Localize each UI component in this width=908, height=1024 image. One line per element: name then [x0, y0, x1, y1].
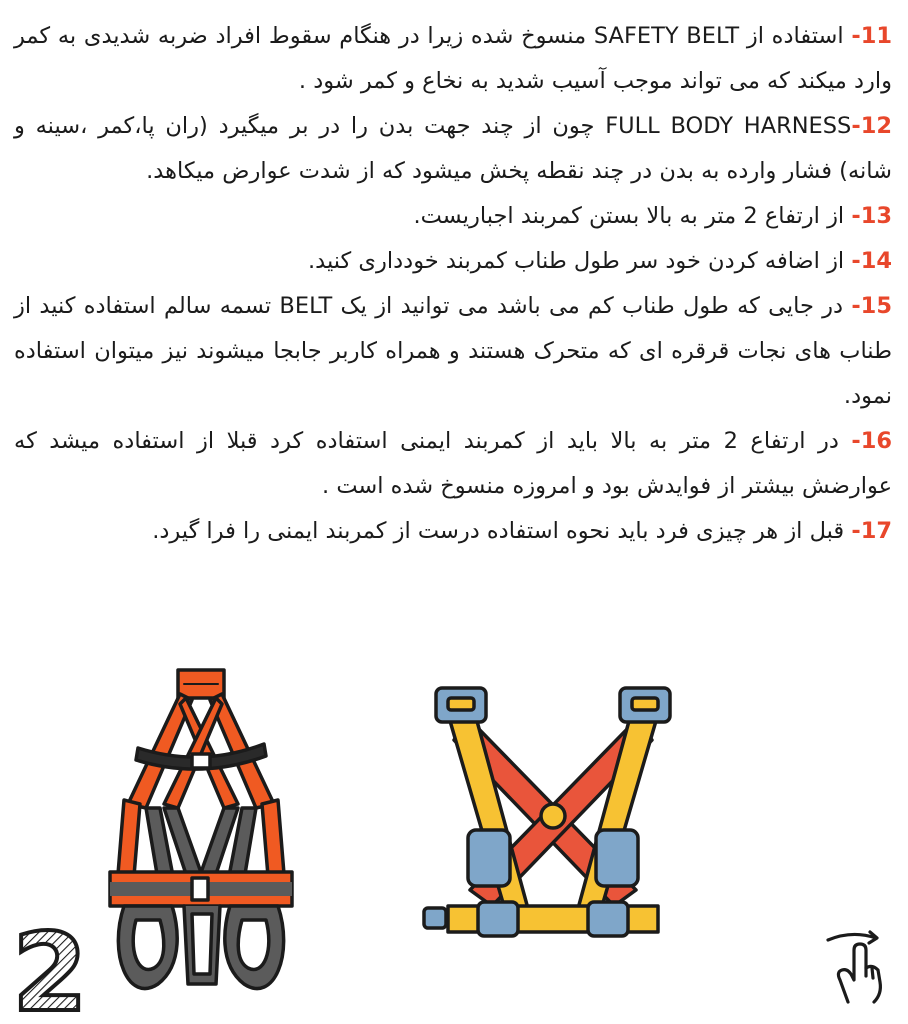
page-number: 2: [12, 918, 88, 1018]
item-number: 17-: [851, 518, 892, 544]
item-15: [14, 284, 892, 419]
item-17: [14, 509, 892, 554]
item-text: FULL BODY HARNESS چون از چند جهت بدن را در بر میگیرد (ران پا،کمر ،سینه و شانه) فشار وارده به بدن در چند نقطه پخش میشود که از شدت عوارض میکاهد.: [14, 113, 892, 184]
item-text: استفاده از SAFETY BELT منسوخ شده زیرا در هنگام سقوط افراد ضربه شدیدی به کمر وارد میکند که می تواند موجب آسیب شدید به نخاع و کمر شود .: [14, 23, 892, 94]
item-number: 14-: [851, 248, 892, 274]
item-text: از ارتفاع 2 متر به بالا بستن کمربند اجباریست.: [413, 203, 845, 229]
safety-harness-vest-illustration: [418, 680, 688, 950]
item-11: [14, 14, 892, 104]
item-number: 16-: [851, 428, 893, 454]
item-number: 12-: [851, 113, 892, 139]
item-number: 13-: [851, 203, 892, 229]
item-number: 11-: [851, 23, 892, 49]
swipe-hand-icon[interactable]: [820, 928, 890, 1008]
item-text: قبل از هر چیزی فرد باید نحوه استفاده درست از کمربند ایمنی را فرا گیرد.: [152, 518, 845, 544]
item-14: [14, 239, 892, 284]
item-text: از اضافه کردن خود سر طول طناب کمربند خودداری کنید.: [308, 248, 845, 274]
item-text: در جایی که طول طناب کم می باشد می توانید از یک BELT تسمه سالم استفاده کنید از طناب های نجات قرقره ای که متحرک هستند و همراه کاربر جابجا میشوند نیز میتوان استفاده نمود.: [14, 293, 892, 409]
item-12: [14, 104, 892, 194]
full-body-harness-illustration: [88, 664, 328, 1024]
item-text: در ارتفاع 2 متر به بالا باید از کمربند ایمنی استفاده کرد قبلا از استفاده میشد که عوارضش بیشتر از فوایدش بود و امروزه منسوخ شده است .: [14, 428, 892, 499]
article-text: [14, 14, 892, 554]
item-number: 15-: [851, 293, 892, 319]
item-16: [14, 419, 892, 509]
page-number-graphic: [10, 918, 90, 1018]
item-13: [14, 194, 892, 239]
